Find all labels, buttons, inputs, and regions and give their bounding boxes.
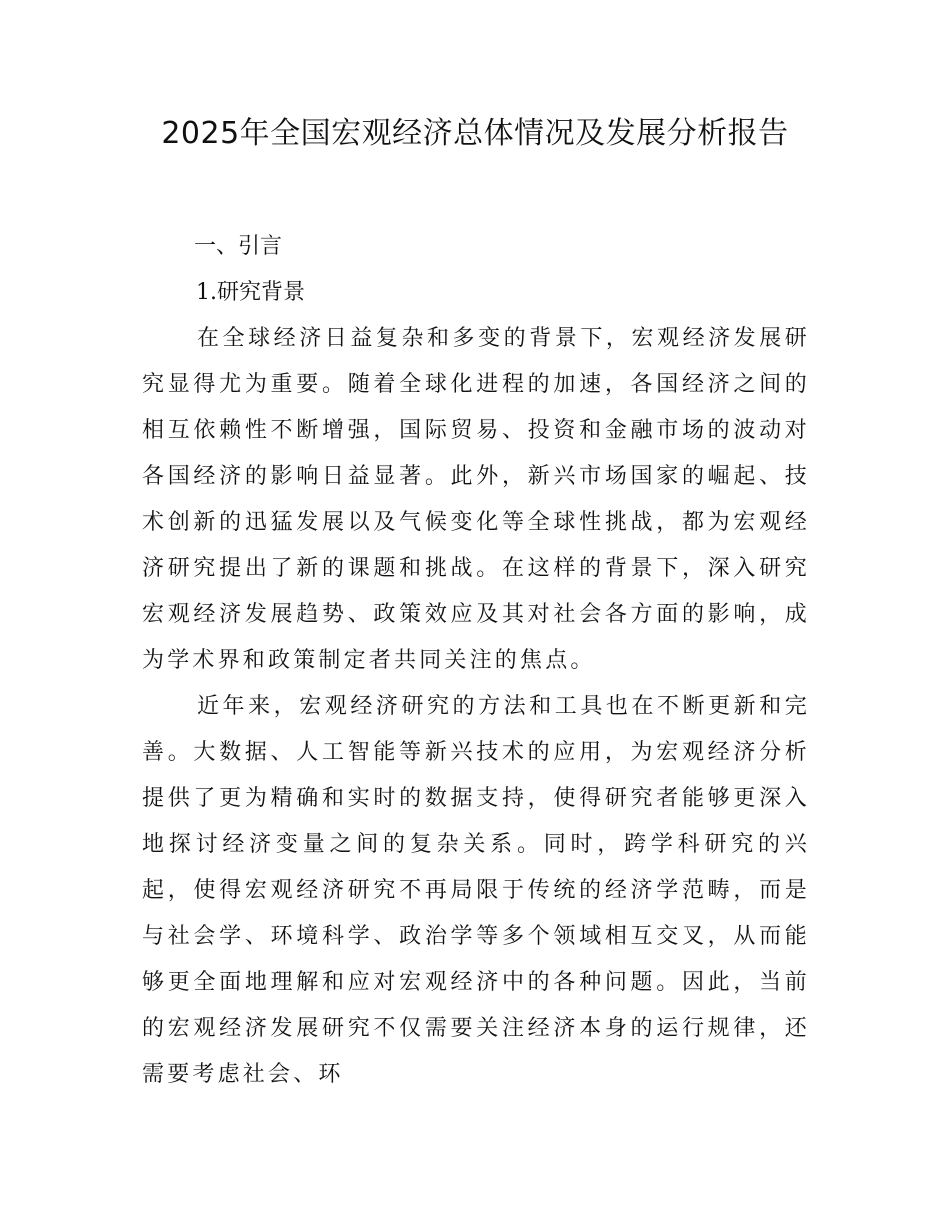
paragraph-2: 近年来，宏观经济研究的方法和工具也在不断更新和完善。大数据、人工智能等新兴技术的应用，为宏观经济分析提供了更为精确和实时的数据支持，使得研究者能够更深入地探讨经济变量之间的复杂关系。同时，跨学科研究的兴起，使得宏观经济研究不再局限于传统的经济学范畴，而是与社会学、环境科学、政治学等多个领域相互交叉，从而能够更全面地理解和应对宏观经济中的各种问题。因此，当前的宏观经济发展研究不仅需要关注经济本身的运行规律，还需要考虑社会、环 xyxy=(142,694,810,1087)
document-body xyxy=(142,224,810,1098)
subsection-heading: 1.研究背景 xyxy=(196,280,305,305)
document-title: 2025年全国宏观经济总体情况及发展分析报告 xyxy=(161,116,789,151)
paragraph-1: 在全球经济日益复杂和多变的背景下，宏观经济发展研究显得尤为重要。随着全球化进程的加速，各国经济之间的相互依赖性不断增强，国际贸易、投资和金融市场的波动对各国经济的影响日益显著。此外，新兴市场国家的崛起、技术创新的迅猛发展以及气候变化等全球性挑战，都为宏观经济研究提出了新的课题和挑战。在这样的背景下，深入研究宏观经济发展趋势、政策效应及其对社会各方面的影响，成为学术界和政策制定者共同关注的焦点。 xyxy=(142,326,810,673)
section-heading: 一、引言 xyxy=(194,234,283,259)
